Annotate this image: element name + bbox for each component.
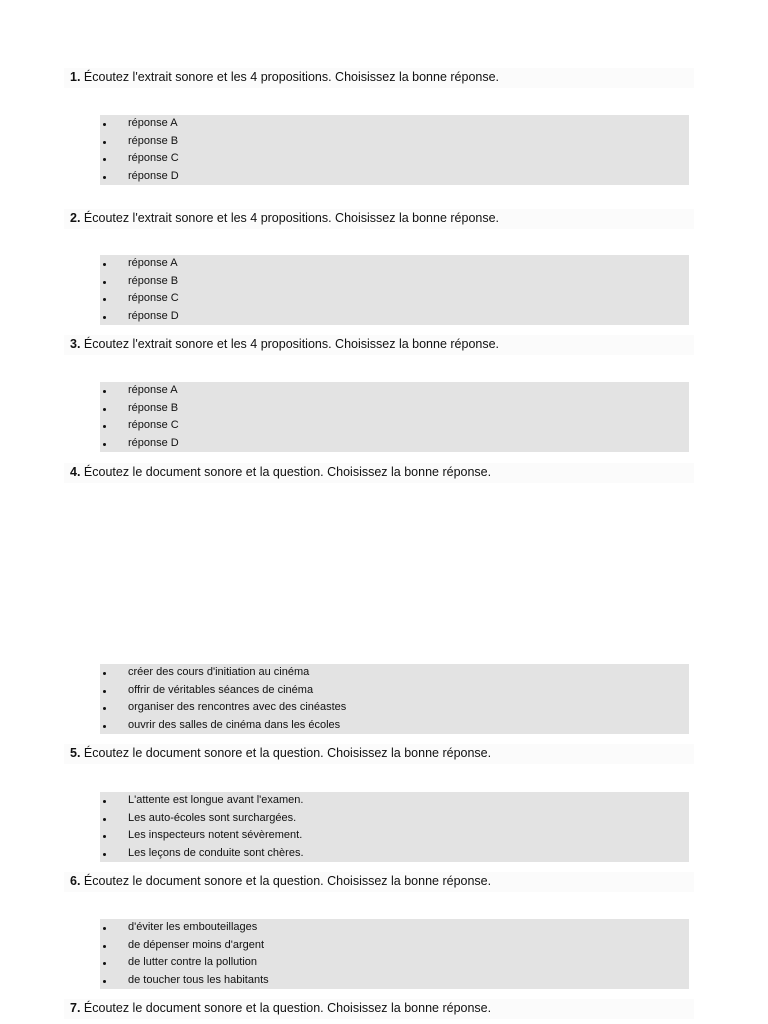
option-item[interactable] xyxy=(100,682,689,700)
option-item[interactable] xyxy=(100,664,689,682)
option-label: Les leçons de conduite sont chères. xyxy=(128,846,304,859)
question-text: Écoutez le document sonore et la question. Choisissez la bonne réponse. xyxy=(80,746,492,760)
option-label: réponse B xyxy=(128,134,179,147)
bullet-icon xyxy=(103,800,106,803)
option-label: L'attente est longue avant l'examen. xyxy=(128,794,304,806)
bullet-icon xyxy=(103,927,106,930)
option-item[interactable] xyxy=(100,919,689,937)
option-item[interactable] xyxy=(100,400,689,418)
bullet-icon xyxy=(103,176,106,179)
option-label: ouvrir des salles de cinéma dans les écoles xyxy=(128,718,341,731)
question-number: 2. xyxy=(70,211,81,225)
question-3-prompt xyxy=(64,335,694,355)
bullet-icon xyxy=(103,298,106,301)
option-label: offrir de véritables séances de cinéma xyxy=(128,683,314,696)
option-item[interactable] xyxy=(100,845,689,863)
option-item[interactable] xyxy=(100,133,689,151)
option-item[interactable] xyxy=(100,382,689,400)
bullet-icon xyxy=(103,141,106,144)
question-5-prompt xyxy=(64,744,694,764)
option-label: de dépenser moins d'argent xyxy=(128,938,265,951)
question-number: 4. xyxy=(70,465,81,479)
bullet-icon xyxy=(103,390,106,393)
question-text: Écoutez l'extrait sonore et les 4 propositions. Choisissez la bonne réponse. xyxy=(80,70,500,84)
option-label: réponse B xyxy=(128,274,179,287)
option-item[interactable] xyxy=(100,954,689,972)
option-item[interactable] xyxy=(100,255,689,273)
option-label: de toucher tous les habitants xyxy=(128,973,269,986)
option-label: réponse A xyxy=(128,117,178,129)
bullet-icon xyxy=(103,123,106,126)
option-label: Les inspecteurs notent sévèrement. xyxy=(128,829,303,841)
question-text: Écoutez le document sonore et la question. Choisissez la bonne réponse. xyxy=(80,1001,492,1015)
bullet-icon xyxy=(103,425,106,428)
question-4-options xyxy=(100,664,689,734)
option-label: Les auto-écoles sont surchargées. xyxy=(128,811,297,824)
option-label: créer des cours d'initiation au cinéma xyxy=(128,666,310,678)
question-number: 1. xyxy=(70,70,81,84)
bullet-icon xyxy=(103,690,106,693)
question-number: 6. xyxy=(70,874,81,888)
option-item[interactable] xyxy=(100,972,689,990)
question-4-prompt xyxy=(64,463,694,483)
option-item[interactable] xyxy=(100,150,689,168)
option-item[interactable] xyxy=(100,115,689,133)
question-6-prompt xyxy=(64,872,694,892)
bullet-icon xyxy=(103,725,106,728)
question-6-options xyxy=(100,919,689,989)
bullet-icon xyxy=(103,158,106,161)
option-item[interactable] xyxy=(100,717,689,735)
option-item[interactable] xyxy=(100,827,689,845)
question-1-prompt xyxy=(64,68,694,88)
option-label: réponse A xyxy=(128,257,178,269)
question-number: 7. xyxy=(70,1001,81,1015)
bullet-icon xyxy=(103,853,106,856)
bullet-icon xyxy=(103,980,106,983)
option-item[interactable] xyxy=(100,937,689,955)
option-item[interactable] xyxy=(100,273,689,291)
option-item[interactable] xyxy=(100,417,689,435)
option-item[interactable] xyxy=(100,699,689,717)
option-label: d'éviter les embouteillages xyxy=(128,921,258,933)
question-text: Écoutez l'extrait sonore et les 4 propositions. Choisissez la bonne réponse. xyxy=(80,337,500,351)
bullet-icon xyxy=(103,945,106,948)
bullet-icon xyxy=(103,443,106,446)
bullet-icon xyxy=(103,281,106,284)
question-7-prompt xyxy=(64,999,694,1019)
bullet-icon xyxy=(103,316,106,319)
option-item[interactable] xyxy=(100,308,689,326)
bullet-icon xyxy=(103,962,106,965)
question-text: Écoutez l'extrait sonore et les 4 propositions. Choisissez la bonne réponse. xyxy=(80,211,500,225)
option-item[interactable] xyxy=(100,290,689,308)
option-label: réponse C xyxy=(128,152,179,164)
option-item[interactable] xyxy=(100,810,689,828)
question-number: 5. xyxy=(70,746,81,760)
option-item[interactable] xyxy=(100,435,689,453)
question-2-options xyxy=(100,255,689,325)
option-label: réponse D xyxy=(128,436,179,449)
option-label: réponse D xyxy=(128,169,179,182)
question-5-options xyxy=(100,792,689,862)
option-label: organiser des rencontres avec des cinéastes xyxy=(128,701,347,713)
option-item[interactable] xyxy=(100,792,689,810)
question-1-options xyxy=(100,115,689,185)
option-label: réponse B xyxy=(128,401,179,414)
bullet-icon xyxy=(103,408,106,411)
bullet-icon xyxy=(103,263,106,266)
bullet-icon xyxy=(103,707,106,710)
bullet-icon xyxy=(103,818,106,821)
option-label: réponse D xyxy=(128,309,179,322)
question-number: 3. xyxy=(70,337,81,351)
option-label: réponse C xyxy=(128,292,179,304)
bullet-icon xyxy=(103,672,106,675)
bullet-icon xyxy=(103,835,106,838)
question-text: Écoutez le document sonore et la question. Choisissez la bonne réponse. xyxy=(80,874,492,888)
question-text: Écoutez le document sonore et la question. Choisissez la bonne réponse. xyxy=(80,465,492,479)
question-2-prompt xyxy=(64,209,694,229)
option-label: réponse A xyxy=(128,384,178,396)
option-label: de lutter contre la pollution xyxy=(128,956,258,968)
option-label: réponse C xyxy=(128,419,179,431)
question-3-options xyxy=(100,382,689,452)
option-item[interactable] xyxy=(100,168,689,186)
